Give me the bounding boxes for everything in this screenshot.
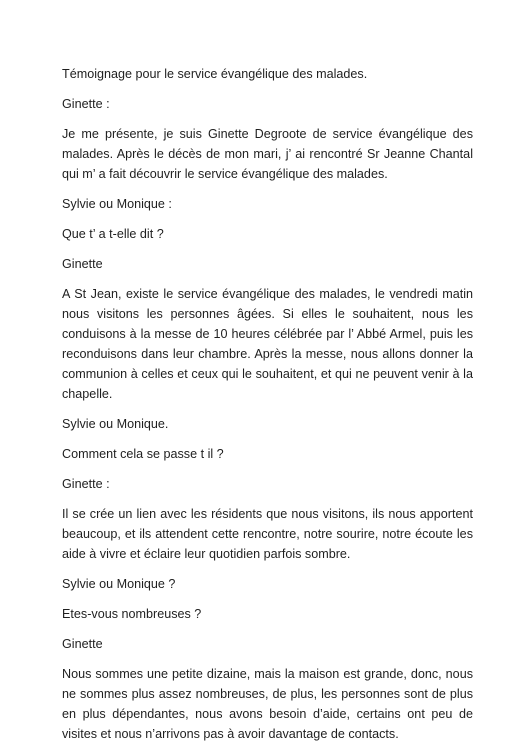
document-title: Témoignage pour le service évangélique des malades. <box>62 67 368 81</box>
answer-paragraph: A St Jean, existe le service évangélique des malades, le vendredi matin nous visitons les personnes âgées. Si elles le souhaitent, nous les conduisons à la messe de 10 heures célébrée par l’ Abbé Armel, puis les reconduisons dans leur chambre. Après la messe, nous allons donner la communion à celles et ceux qui le souhaitent, et qui ne peuvent venir à la chapelle. <box>62 287 473 401</box>
speaker-label: Ginette : <box>62 477 110 491</box>
question-text: Comment cela se passe t il ? <box>62 447 224 461</box>
answer-paragraph: Nous sommes une petite dizaine, mais la maison est grande, donc, nous ne sommes plus assez nombreuses, de plus, les personnes sont de plus en plus dépendantes, nous avons besoin d’aide, certains ont peu de visites et nous n’arrivons pas à avoir davantage de contacts. <box>62 667 473 741</box>
question-text: Que t’ a t-elle dit ? <box>62 227 164 241</box>
question-text: Etes-vous nombreuses ? <box>62 607 202 621</box>
speaker-label: Ginette : <box>62 97 110 111</box>
answer-paragraph: Il se crée un lien avec les résidents que nous visitons, ils nous apportent beaucoup, et ils attendent cette rencontre, notre sourire, notre écoute les aide à vivre et éclaire leur quotidien parfois sombre. <box>62 507 473 561</box>
speaker-label: Sylvie ou Monique ? <box>62 577 176 591</box>
document-body <box>62 64 473 754</box>
answer-paragraph: Je me présente, je suis Ginette Degroote de service évangélique des malades. Après le décès de mon mari, j’ ai rencontré Sr Jeanne Chantal qui m’ a fait découvrir le service évangélique des malades. <box>62 127 473 181</box>
speaker-label: Sylvie ou Monique. <box>62 417 169 431</box>
speaker-label: Ginette <box>62 637 103 651</box>
speaker-label: Ginette <box>62 257 103 271</box>
speaker-label: Sylvie ou Monique : <box>62 197 172 211</box>
